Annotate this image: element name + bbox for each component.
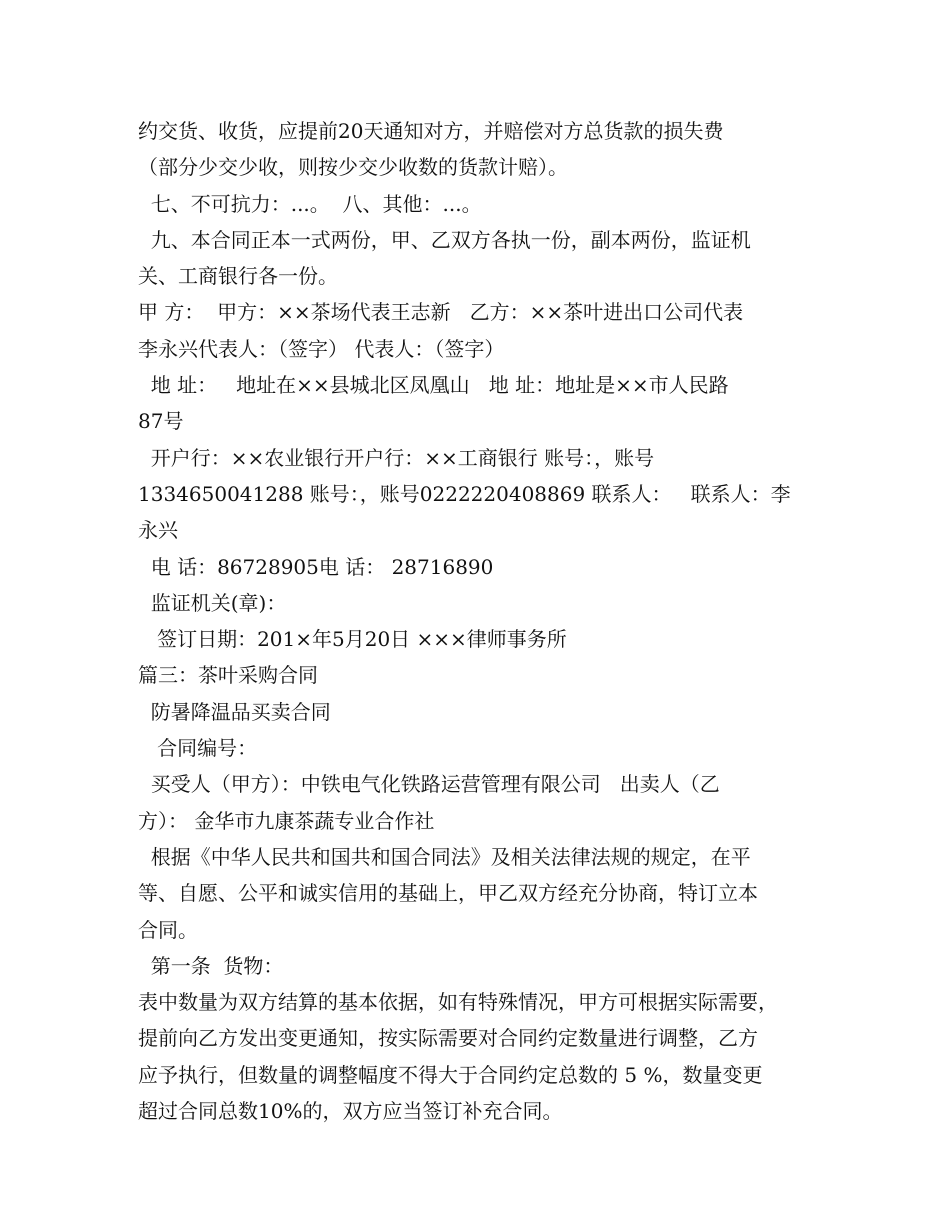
section-heading: 篇三：茶叶采购合同 [138, 663, 318, 688]
text-line: 关、工商银行各一份。 [138, 264, 338, 289]
article-heading: 第一条 货物： [138, 953, 284, 978]
text-line: 买受人（甲方）：中铁电气化铁路运营管理有限公司 出卖人（乙 [138, 772, 720, 797]
text-line: 监证机关(章)： [138, 590, 287, 615]
text-line: 应予执行，但数量的调整幅度不得大于合同约定总数的 5 %，数量变更 [138, 1062, 763, 1087]
text-line: 地 址： 地址在××县城北区凤凰山 地 址：地址是××市人民路 [138, 373, 729, 398]
text-line: 约交货、收货，应提前20天通知对方，并赔偿对方总货款的损失费 [138, 119, 724, 143]
text-line: 超过合同总数10%的，双方应当签订补充合同。 [138, 1099, 563, 1124]
text-line: 签订日期：201×年5月20日 ×××律师事务所 [138, 627, 567, 652]
text-line: 表中数量为双方结算的基本依据，如有特殊情况，甲方可根据实际需要， [138, 990, 778, 1015]
text-line: 等、自愿、公平和诚实信用的基础上，甲乙双方经充分协商，特订立本 [138, 881, 758, 906]
text-line: 七、不可抗力：...。 八、其他：...。 [138, 191, 482, 216]
text-line: 永兴 [138, 518, 178, 543]
text-line: 电 话：86728905电 话： 28716890 [138, 554, 494, 579]
text-line: 方）： 金华市九康茶蔬专业合作社 [138, 808, 435, 833]
text-line: 九、本合同正本一式两份，甲、乙双方各执一份，副本两份，监证机 [138, 227, 751, 252]
text-line: 1334650041288 账号：，账号0222220408869 联系人： 联系人：李 [138, 481, 791, 506]
text-line: 合同。 [138, 917, 198, 942]
text-line: 李永兴代表人：（签字） 代表人：（签字） [138, 336, 505, 361]
text-line: 开户行：××农业银行开户行：××工商银行 账号：，账号 [138, 445, 655, 470]
contract-title: 防暑降温品买卖合同 [138, 699, 331, 724]
text-line: 87号 [138, 409, 184, 434]
text-line: 合同编号： [138, 736, 258, 761]
text-line: 根据《中华人民共和国共和国合同法》及相关法律法规的规定，在平 [138, 844, 751, 869]
document-body [138, 113, 818, 1129]
text-line: 提前向乙方发出变更通知，按实际需要对合同约定数量进行调整，乙方 [138, 1026, 758, 1051]
text-line: （部分少交少收，则按少交少收数的货款计赔）。 [138, 155, 568, 180]
text-line: 甲 方： 甲方：××茶场代表王志新 乙方：××茶叶进出口公司代表 [138, 300, 744, 325]
